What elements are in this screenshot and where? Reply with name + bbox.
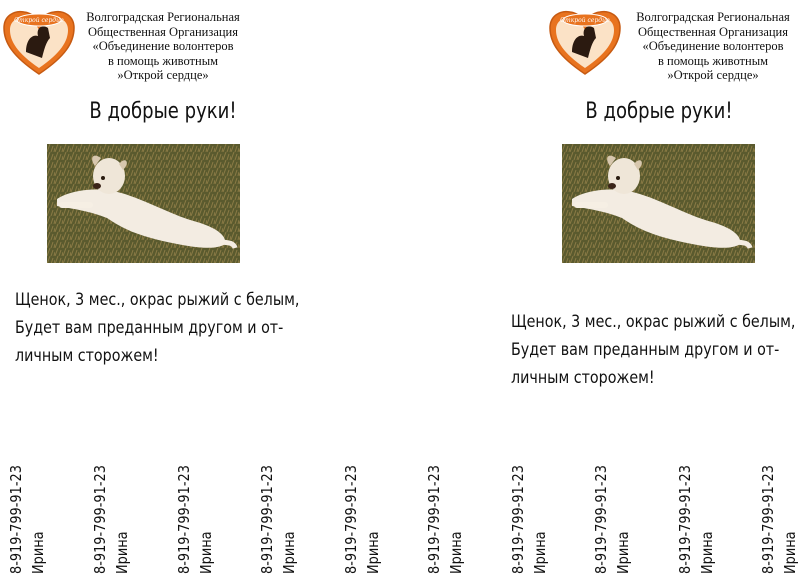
puppy-description bbox=[15, 286, 300, 370]
puppy-description bbox=[511, 308, 796, 392]
description-line: Щенок, 3 мес., окрас рыжий с белым, bbox=[15, 290, 300, 310]
tab-name: Ирина bbox=[614, 531, 632, 574]
tab-phone: 8-919-799-91-23 bbox=[759, 465, 777, 574]
description-line: Щенок, 3 мес., окрас рыжий с белым, bbox=[511, 312, 796, 332]
org-line: Волгоградская Региональная bbox=[636, 10, 790, 24]
puppy-photo bbox=[562, 144, 755, 263]
tab-name: Ирина bbox=[29, 531, 47, 574]
tab-phone: 8-919-799-91-23 bbox=[175, 465, 193, 574]
tab-phone: 8-919-799-91-23 bbox=[91, 465, 109, 574]
tab-phone: 8-919-799-91-23 bbox=[342, 465, 360, 574]
tear-off-tab[interactable] bbox=[256, 425, 304, 574]
tear-off-tab[interactable] bbox=[590, 425, 638, 574]
tab-phone: 8-919-799-91-23 bbox=[509, 465, 527, 574]
puppy-photo bbox=[47, 144, 240, 263]
tab-phone: 8-919-799-91-23 bbox=[7, 465, 25, 574]
tear-off-tab[interactable] bbox=[5, 425, 53, 574]
svg-text:Открой сердце: Открой сердце bbox=[560, 17, 610, 24]
org-line: Общественная Организация bbox=[637, 24, 788, 39]
org-line: Волгоградская Региональная bbox=[86, 10, 240, 24]
flyer-heading: В добрые руки! bbox=[585, 99, 733, 124]
tear-off-tab[interactable] bbox=[340, 425, 388, 574]
tear-off-tab[interactable] bbox=[89, 425, 137, 574]
tear-off-tab[interactable] bbox=[173, 425, 221, 574]
tear-off-tab[interactable] bbox=[423, 425, 471, 574]
tab-name: Ирина bbox=[197, 531, 215, 574]
tear-off-tab[interactable] bbox=[674, 425, 722, 574]
tear-off-tabs bbox=[0, 425, 807, 574]
tab-name: Ирина bbox=[698, 531, 716, 574]
description-line: Будет вам преданным другом и от- bbox=[15, 318, 284, 338]
org-line: в помощь животным bbox=[657, 53, 769, 68]
tab-name: Ирина bbox=[364, 531, 382, 574]
tab-phone: 8-919-799-91-23 bbox=[592, 465, 610, 574]
tab-name: Ирина bbox=[781, 531, 799, 574]
flyer-heading: В добрые руки! bbox=[89, 99, 237, 124]
description-line: Будет вам преданным другом и от- bbox=[511, 340, 780, 360]
org-line: Общественная Организация bbox=[87, 24, 238, 39]
tab-phone: 8-919-799-91-23 bbox=[676, 465, 694, 574]
tab-phone: 8-919-799-91-23 bbox=[425, 465, 443, 574]
flyer-left bbox=[0, 0, 400, 420]
tab-name: Ирина bbox=[113, 531, 131, 574]
svg-text:Открой сердце: Открой сердце bbox=[14, 17, 64, 24]
org-line: в помощь животным bbox=[107, 53, 219, 68]
org-line: »Открой сердце» bbox=[667, 68, 759, 82]
tear-off-tab[interactable] bbox=[757, 425, 805, 574]
tab-name: Ирина bbox=[280, 531, 298, 574]
tab-name: Ирина bbox=[531, 531, 549, 574]
tear-off-tab[interactable] bbox=[507, 425, 555, 574]
org-line: «Объединение волонтеров bbox=[642, 39, 784, 53]
heart-logo-icon bbox=[2, 8, 76, 76]
org-name bbox=[78, 10, 248, 83]
description-line: личным сторожем! bbox=[15, 346, 159, 366]
org-line: «Объединение волонтеров bbox=[92, 39, 234, 53]
tab-phone: 8-919-799-91-23 bbox=[258, 465, 276, 574]
org-name bbox=[628, 10, 798, 83]
tab-name: Ирина bbox=[447, 531, 465, 574]
heart-logo-icon bbox=[548, 8, 622, 76]
description-line: личным сторожем! bbox=[511, 368, 655, 388]
flyer-right bbox=[511, 0, 807, 420]
org-line: »Открой сердце» bbox=[117, 68, 209, 82]
